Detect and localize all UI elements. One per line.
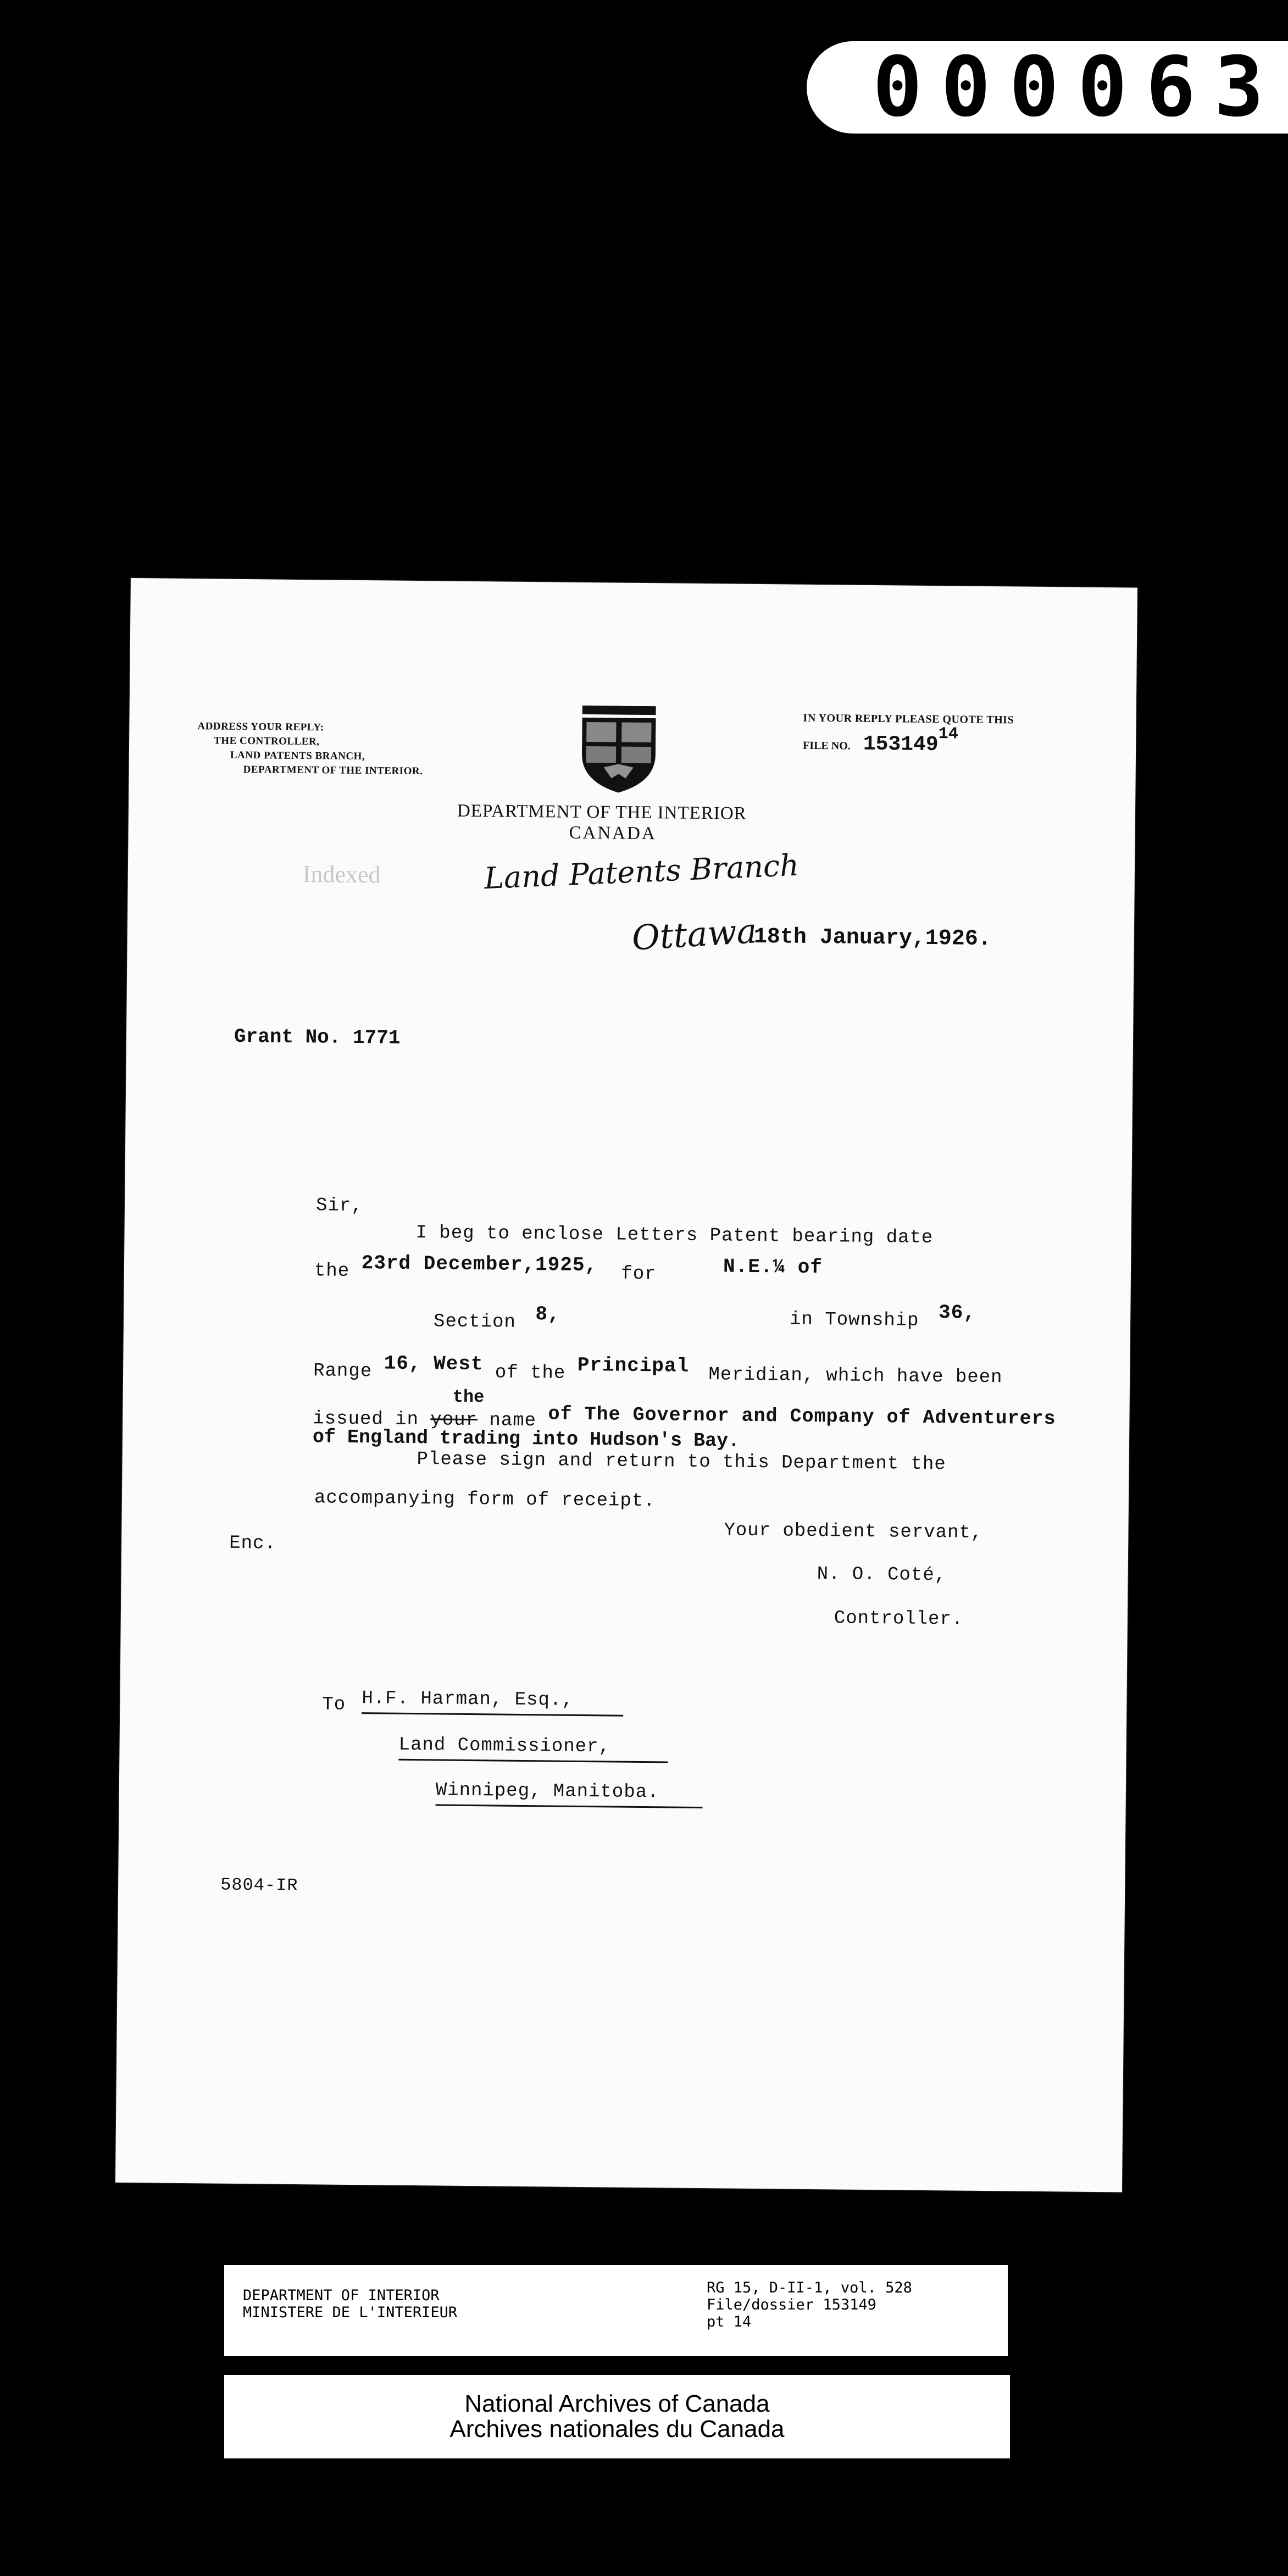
body-line-1: I beg to enclose Letters Patent bearing date xyxy=(415,1223,934,1249)
addressee-line-1: H.F. Harman, Esq., xyxy=(362,1688,623,1717)
township-number: 36, xyxy=(938,1301,976,1324)
archive-rg: RG 15, D-II-1, vol. 528 xyxy=(707,2279,912,2296)
signer-title: Controller. xyxy=(834,1608,964,1630)
range-number: 16, West xyxy=(384,1352,484,1376)
frame-number: 000063 xyxy=(873,40,1283,135)
archive-part: pt 14 xyxy=(707,2313,752,2330)
reply-quote: IN YOUR REPLY PLEASE QUOTE THIS xyxy=(803,712,1014,726)
file-number: 153149 xyxy=(863,732,939,757)
address-line: DEPARTMENT OF THE INTERIOR. xyxy=(243,763,423,778)
archive-department xyxy=(243,2287,457,2321)
archive-department-fr: MINISTERE DE L'INTERIEUR xyxy=(243,2304,458,2321)
body-line-6: of England trading into Hudson's Bay. xyxy=(312,1426,740,1452)
patent-date: 23rd December,1925, xyxy=(361,1252,598,1277)
body-line-4 xyxy=(313,1352,1003,1389)
word-issued-in: issued in xyxy=(313,1408,419,1431)
addressee-line-2: Land Commissioner, xyxy=(398,1735,668,1763)
word-for: for xyxy=(621,1263,657,1285)
body-line-7: Please sign and return to this Department the xyxy=(417,1449,946,1475)
word-name: name xyxy=(489,1410,537,1432)
word-of-the: of the xyxy=(495,1362,566,1384)
file-number-part: 14 xyxy=(938,725,959,744)
struck-word: your xyxy=(430,1409,478,1431)
grantee-name: of The Governor and Company of Adventurers xyxy=(548,1403,1056,1430)
signer: N. O. Coté, xyxy=(817,1564,947,1586)
address-line: ADDRESS YOUR REPLY: xyxy=(197,720,324,734)
department-name: DEPARTMENT OF THE INTERIOR xyxy=(457,801,747,824)
indexed-stamp: Indexed xyxy=(302,860,381,889)
archive-file: File/dossier 153149 xyxy=(707,2296,876,2313)
form-code: 5804-IR xyxy=(220,1874,298,1896)
meridian-tail: Meridian, which have been xyxy=(708,1364,1003,1389)
frame-number-tab xyxy=(807,41,1288,134)
country-name: CANADA xyxy=(569,823,657,844)
inserted-word-the: the xyxy=(452,1386,485,1408)
archive-reference xyxy=(707,2279,912,2330)
word-township: in Township xyxy=(789,1309,919,1331)
canada-coat-of-arms-icon xyxy=(581,706,656,794)
body-line-8: accompanying form of receipt. xyxy=(314,1487,656,1512)
meridian-name: Principal xyxy=(577,1353,690,1378)
letter-page xyxy=(115,578,1137,2192)
word-section: Section xyxy=(433,1311,517,1333)
body-line-3 xyxy=(433,1303,560,1333)
archives-name-fr: Archives nationales du Canada xyxy=(449,2416,785,2442)
branch-name: Land Patents Branch xyxy=(483,847,800,896)
archives-name-en: National Archives of Canada xyxy=(464,2390,770,2417)
land-parcel: N.E.¼ of xyxy=(723,1255,823,1279)
archive-department-en: DEPARTMENT OF INTERIOR xyxy=(243,2287,440,2304)
to-label: To xyxy=(322,1694,346,1716)
archive-reference-label xyxy=(224,2265,1008,2356)
body-line-2 xyxy=(314,1252,823,1286)
file-number-row xyxy=(803,725,959,757)
enclosure-note: Enc. xyxy=(229,1533,276,1555)
word-the: the xyxy=(314,1261,350,1282)
archives-name-label xyxy=(224,2375,1010,2458)
section-number: 8, xyxy=(535,1303,560,1326)
address-block xyxy=(197,719,424,779)
letter-date: 18th January,1926. xyxy=(753,924,992,952)
word-range: Range xyxy=(313,1361,373,1383)
file-number-label: FILE NO. xyxy=(803,739,851,752)
closing: Your obedient servant, xyxy=(724,1520,983,1544)
body-line-3-township xyxy=(789,1301,976,1332)
salutation: Sir, xyxy=(315,1195,363,1217)
addressee-line-3: Winnipeg, Manitoba. xyxy=(436,1780,703,1808)
address-line: LAND PATENTS BRANCH, xyxy=(230,749,365,763)
city-name: Ottawa xyxy=(630,911,758,958)
address-line: THE CONTROLLER, xyxy=(214,735,320,748)
grant-number: Grant No. 1771 xyxy=(234,1025,401,1050)
